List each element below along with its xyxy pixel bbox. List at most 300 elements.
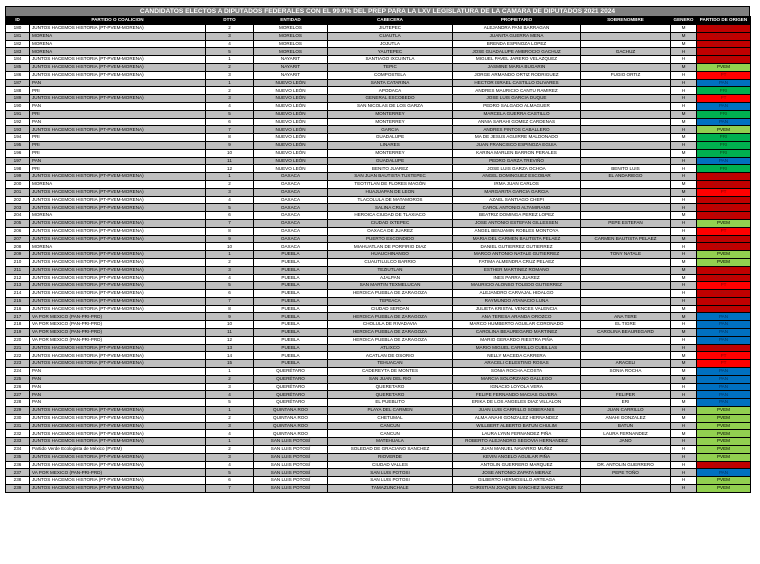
cell-dtto[interactable]: 8	[206, 305, 254, 313]
cell-nickname[interactable]: EL TIGRE	[581, 321, 671, 329]
table-row[interactable]	[6, 251, 751, 259]
cell-owner[interactable]: JOSE ANTONIO ZAPATA MERAZ	[453, 469, 581, 477]
cell-owner[interactable]: SONIA ROCHA ACOSTA	[453, 368, 581, 376]
cell-owner[interactable]: KEVIN ANGELO AGUILAR PIÑA	[453, 453, 581, 461]
table-row[interactable]	[6, 297, 751, 305]
table-row[interactable]	[6, 414, 751, 422]
cell-owner[interactable]: HECTOR ISRAEL CASTILLO OLIVARES	[453, 79, 581, 87]
cell-origin-party[interactable]: PVEM	[697, 414, 751, 422]
cell-nickname[interactable]	[581, 102, 671, 110]
cell-cabecera[interactable]: CIUDAD SERDAN	[328, 305, 453, 313]
cell-cabecera[interactable]: TAMAZUNCHALE	[328, 485, 453, 493]
cell-gender[interactable]: H	[671, 438, 697, 446]
cell-gender[interactable]: H	[671, 87, 697, 95]
cell-cabecera[interactable]: TEZIUTLAN	[328, 266, 453, 274]
cell-origin-party[interactable]: PVEM	[697, 422, 751, 430]
cell-dtto[interactable]: 10	[206, 243, 254, 251]
cell-id[interactable]: 187	[6, 79, 30, 87]
cell-origin-party[interactable]: MORENA	[697, 305, 751, 313]
cell-cabecera[interactable]: PLAYA DEL CARMEN	[328, 407, 453, 415]
table-row[interactable]	[6, 469, 751, 477]
cell-origin-party[interactable]: PRI	[697, 110, 751, 118]
cell-cabecera[interactable]: SANTA CATARINA	[328, 79, 453, 87]
cell-dtto[interactable]: 10	[206, 149, 254, 157]
cell-origin-party[interactable]: PAN	[697, 79, 751, 87]
cell-id[interactable]: 185	[6, 63, 30, 71]
cell-dtto[interactable]: 12	[206, 165, 254, 173]
cell-entity[interactable]: NUEVO LEÓN	[254, 118, 328, 126]
cell-owner[interactable]: JOSE LUIS GARCIA DUQUE	[453, 95, 581, 103]
cell-entity[interactable]: PUEBLA	[254, 360, 328, 368]
cell-id[interactable]: 228	[6, 399, 30, 407]
cell-nickname[interactable]: ANA TERE	[581, 313, 671, 321]
cell-gender[interactable]: H	[671, 196, 697, 204]
cell-party[interactable]: JUNTOS HACEMOS HISTORIA (PT-PVEM-MORENA)	[30, 422, 206, 430]
cell-cabecera[interactable]: QUERETARO	[328, 391, 453, 399]
cell-dtto[interactable]: 13	[206, 344, 254, 352]
cell-dtto[interactable]: 3	[206, 383, 254, 391]
cell-origin-party[interactable]: PVEM	[697, 477, 751, 485]
table-row[interactable]	[6, 368, 751, 376]
cell-entity[interactable]: QUERÉTARO	[254, 391, 328, 399]
cell-cabecera[interactable]: CUAUTLA	[328, 32, 453, 40]
table-row[interactable]	[6, 360, 751, 368]
cell-nickname[interactable]	[581, 141, 671, 149]
cell-id[interactable]: 227	[6, 391, 30, 399]
cell-origin-party[interactable]: PVEM	[697, 438, 751, 446]
cell-owner[interactable]: CAROL ANTONIO ALTAMIRANO	[453, 204, 581, 212]
cell-origin-party[interactable]: PAN	[697, 313, 751, 321]
cell-nickname[interactable]: DR. ANTOLIN GUERRERO	[581, 461, 671, 469]
cell-entity[interactable]: NUEVO LEÓN	[254, 149, 328, 157]
cell-owner[interactable]: GILBERTO HERMOSILLO ARTEAGA	[453, 477, 581, 485]
cell-entity[interactable]: PUEBLA	[254, 344, 328, 352]
cell-id[interactable]: 230	[6, 414, 30, 422]
cell-dtto[interactable]: 4	[206, 40, 254, 48]
header-dtto[interactable]: DTTO	[206, 17, 254, 25]
table-row[interactable]	[6, 204, 751, 212]
cell-nickname[interactable]	[581, 383, 671, 391]
cell-party[interactable]: PAN	[30, 368, 206, 376]
cell-entity[interactable]: PUEBLA	[254, 321, 328, 329]
cell-cabecera[interactable]: MONTERREY	[328, 149, 453, 157]
cell-cabecera[interactable]: JIUTEPEC	[328, 25, 453, 33]
cell-owner[interactable]: ANGEL BENJAMIN ROBLES MONTOYA	[453, 227, 581, 235]
cell-party[interactable]: PAN	[30, 375, 206, 383]
cell-entity[interactable]: QUINTANA ROO	[254, 407, 328, 415]
cell-dtto[interactable]: 6	[206, 477, 254, 485]
cell-owner[interactable]: MARCO ANTONIO NATALE GUTIERREZ	[453, 251, 581, 259]
cell-cabecera[interactable]: HEROICA PUEBLA DE ZARAGOZA	[328, 313, 453, 321]
table-row[interactable]	[6, 375, 751, 383]
table-row[interactable]	[6, 219, 751, 227]
cell-entity[interactable]: NUEVO LEÓN	[254, 102, 328, 110]
cell-entity[interactable]: PUEBLA	[254, 282, 328, 290]
cell-dtto[interactable]: 5	[206, 110, 254, 118]
cell-nickname[interactable]: CAROLINA BEAUREGARD	[581, 329, 671, 337]
header-owner[interactable]: PROPIETARIO	[453, 17, 581, 25]
cell-owner[interactable]: ERIKA DE LOS ANGELES DIAZ VILLALON	[453, 399, 581, 407]
table-row[interactable]	[6, 157, 751, 165]
cell-party[interactable]: JUNTOS HACEMOS HISTORIA (PT-PVEM-MORENA)	[30, 196, 206, 204]
table-row[interactable]	[6, 290, 751, 298]
cell-origin-party[interactable]: PT	[697, 188, 751, 196]
cell-gender[interactable]: H	[671, 407, 697, 415]
cell-gender[interactable]: H	[671, 251, 697, 259]
cell-id[interactable]: 229	[6, 407, 30, 415]
header-id[interactable]: ID	[6, 17, 30, 25]
cell-entity[interactable]: PUEBLA	[254, 274, 328, 282]
cell-party[interactable]: JUNTOS HACEMOS HISTORIA (PT-PVEM-MORENA)	[30, 188, 206, 196]
cell-id[interactable]: 239	[6, 485, 30, 493]
cell-cabecera[interactable]: ATLIXCO	[328, 344, 453, 352]
cell-nickname[interactable]	[581, 157, 671, 165]
cell-origin-party[interactable]: MORENA	[697, 180, 751, 188]
cell-id[interactable]: 235	[6, 453, 30, 461]
cell-party[interactable]: JUNTOS HACEMOS HISTORIA (PT-PVEM-MORENA)	[30, 63, 206, 71]
cell-gender[interactable]: H	[671, 422, 697, 430]
cell-dtto[interactable]: 4	[206, 430, 254, 438]
cell-owner[interactable]: JULIETA KRISTAL VENCES VALENCIA	[453, 305, 581, 313]
cell-id[interactable]: 238	[6, 477, 30, 485]
table-row[interactable]	[6, 40, 751, 48]
cell-gender[interactable]: H	[671, 126, 697, 134]
cell-id[interactable]: 200	[6, 180, 30, 188]
cell-origin-party[interactable]: MORENA	[697, 196, 751, 204]
cell-nickname[interactable]: JANO	[581, 438, 671, 446]
cell-gender[interactable]: H	[671, 383, 697, 391]
cell-entity[interactable]: OAXACA	[254, 243, 328, 251]
cell-party[interactable]: JUNTOS HACEMOS HISTORIA (PT-PVEM-MORENA)	[30, 461, 206, 469]
cell-gender[interactable]: H	[671, 141, 697, 149]
cell-gender[interactable]: M	[671, 63, 697, 71]
cell-dtto[interactable]: 2	[206, 375, 254, 383]
cell-origin-party[interactable]: PVEM	[697, 63, 751, 71]
header-gender[interactable]: GENERO	[671, 17, 697, 25]
cell-origin-party[interactable]: PAN	[697, 368, 751, 376]
cell-nickname[interactable]	[581, 344, 671, 352]
cell-cabecera[interactable]: CUAUTILULCO BARRIO	[328, 258, 453, 266]
cell-cabecera[interactable]: MONTERREY	[328, 110, 453, 118]
cell-gender[interactable]: M	[671, 188, 697, 196]
cell-gender[interactable]: H	[671, 71, 697, 79]
table-row[interactable]	[6, 141, 751, 149]
cell-entity[interactable]: OAXACA	[254, 204, 328, 212]
cell-dtto[interactable]: 1	[206, 438, 254, 446]
cell-owner[interactable]: ARACELI CELESTINO ROSAS	[453, 360, 581, 368]
cell-origin-party[interactable]: PRI	[697, 141, 751, 149]
cell-id[interactable]: 219	[6, 329, 30, 337]
cell-gender[interactable]: M	[671, 212, 697, 220]
cell-id[interactable]: 193	[6, 126, 30, 134]
cell-owner[interactable]: AZAEL SANTIAGO CHEPI	[453, 196, 581, 204]
cell-owner[interactable]: JOSE LUIS GARZA OCHOA	[453, 165, 581, 173]
cell-nickname[interactable]	[581, 56, 671, 64]
table-row[interactable]	[6, 134, 751, 142]
cell-dtto[interactable]: 3	[206, 95, 254, 103]
cell-origin-party[interactable]: PT	[697, 352, 751, 360]
cell-nickname[interactable]	[581, 227, 671, 235]
cell-nickname[interactable]	[581, 95, 671, 103]
cell-nickname[interactable]	[581, 134, 671, 142]
cell-origin-party[interactable]: PVEM	[697, 258, 751, 266]
cell-owner[interactable]: JOSE ANTONIO ESTEFAN GILLESSEN	[453, 219, 581, 227]
cell-entity[interactable]: OAXACA	[254, 219, 328, 227]
cell-entity[interactable]: NUEVO LEÓN	[254, 165, 328, 173]
cell-id[interactable]: 210	[6, 258, 30, 266]
cell-party[interactable]: PAN	[30, 102, 206, 110]
cell-id[interactable]: 208	[6, 243, 30, 251]
cell-origin-party[interactable]: PAN	[697, 375, 751, 383]
cell-gender[interactable]: H	[671, 461, 697, 469]
cell-origin-party[interactable]: PAN	[697, 383, 751, 391]
cell-party[interactable]: PRI	[30, 141, 206, 149]
cell-gender[interactable]: M	[671, 266, 697, 274]
cell-cabecera[interactable]: SALINA CRUZ	[328, 204, 453, 212]
table-row[interactable]	[6, 446, 751, 454]
cell-owner[interactable]: MARCIA SOLORZANO GALLEGO	[453, 375, 581, 383]
cell-party[interactable]: JUNTOS HACEMOS HISTORIA (PT-PVEM-MORENA)	[30, 360, 206, 368]
table-row[interactable]	[6, 305, 751, 313]
cell-gender[interactable]: H	[671, 157, 697, 165]
table-row[interactable]	[6, 165, 751, 173]
cell-owner[interactable]: JUAN FRANCISCO ESPINOZA EGUIA	[453, 141, 581, 149]
table-row[interactable]	[6, 32, 751, 40]
cell-dtto[interactable]: 7	[206, 219, 254, 227]
cell-owner[interactable]: ANDRES MAURICIO CANTU RAMIREZ	[453, 87, 581, 95]
cell-id[interactable]: 202	[6, 196, 30, 204]
cell-party[interactable]: JUNTOS HACEMOS HISTORIA (PT-PVEM-MORENA)	[30, 204, 206, 212]
cell-entity[interactable]: QUINTANA ROO	[254, 430, 328, 438]
cell-owner[interactable]: MARCELA GUERRA CASTILLO	[453, 110, 581, 118]
cell-party[interactable]: PAN	[30, 383, 206, 391]
cell-cabecera[interactable]: GUADALUPE	[328, 157, 453, 165]
cell-dtto[interactable]: 4	[206, 196, 254, 204]
cell-owner[interactable]: NELLY MACEDA CARRERA	[453, 352, 581, 360]
cell-id[interactable]: 192	[6, 118, 30, 126]
cell-party[interactable]: MORENA	[30, 32, 206, 40]
cell-cabecera[interactable]: QUERETARO	[328, 383, 453, 391]
table-row[interactable]	[6, 63, 751, 71]
cell-origin-party[interactable]: PAN	[697, 321, 751, 329]
cell-dtto[interactable]: 5	[206, 469, 254, 477]
cell-party[interactable]: JUNTOS HACEMOS HISTORIA (PT-PVEM-MORENA)	[30, 71, 206, 79]
cell-id[interactable]: 226	[6, 383, 30, 391]
cell-gender[interactable]: M	[671, 274, 697, 282]
cell-owner[interactable]: MARIO GERARDO RIESTRA PIÑA	[453, 336, 581, 344]
cell-owner[interactable]: ALMA ANAHI GONZALEZ HERNANDEZ	[453, 414, 581, 422]
cell-entity[interactable]: NAYARIT	[254, 56, 328, 64]
cell-nickname[interactable]	[581, 258, 671, 266]
cell-party[interactable]: JUNTOS HACEMOS HISTORIA (PT-PVEM-MORENA)	[30, 414, 206, 422]
cell-dtto[interactable]: 2	[206, 446, 254, 454]
cell-gender[interactable]: M	[671, 352, 697, 360]
cell-id[interactable]: 189	[6, 95, 30, 103]
cell-entity[interactable]: PUEBLA	[254, 336, 328, 344]
cell-cabecera[interactable]: EL PUEBLITO	[328, 399, 453, 407]
cell-dtto[interactable]: 2	[206, 180, 254, 188]
table-row[interactable]	[6, 399, 751, 407]
cell-owner[interactable]: ANTOLIN GUERRERO MARQUEZ	[453, 461, 581, 469]
cell-gender[interactable]: H	[671, 102, 697, 110]
table-row[interactable]	[6, 422, 751, 430]
cell-id[interactable]: 225	[6, 375, 30, 383]
cell-owner[interactable]: RAYMUNDO ATANACIO LUNA	[453, 297, 581, 305]
cell-dtto[interactable]: 5	[206, 204, 254, 212]
cell-party[interactable]: Partido Verde Ecologista de México (PVEM)	[30, 446, 206, 454]
cell-id[interactable]: 191	[6, 110, 30, 118]
cell-cabecera[interactable]: BENITO JUAREZ	[328, 165, 453, 173]
table-row[interactable]	[6, 87, 751, 95]
cell-cabecera[interactable]: CIUDAD VALLES	[328, 461, 453, 469]
cell-owner[interactable]: MAURICIO ALONSO TOLEDO GUTIERREZ	[453, 282, 581, 290]
cell-dtto[interactable]: 2	[206, 63, 254, 71]
cell-nickname[interactable]	[581, 290, 671, 298]
cell-origin-party[interactable]: MORENA	[697, 243, 751, 251]
table-row[interactable]	[6, 453, 751, 461]
cell-party[interactable]: JUNTOS HACEMOS HISTORIA (PT-PVEM-MORENA)	[30, 344, 206, 352]
cell-nickname[interactable]	[581, 485, 671, 493]
cell-cabecera[interactable]: TEPEACA	[328, 297, 453, 305]
cell-entity[interactable]: SAN LUIS POTOSÍ	[254, 438, 328, 446]
table-row[interactable]	[6, 344, 751, 352]
cell-id[interactable]: 224	[6, 368, 30, 376]
cell-party[interactable]: VA POR MEXICO (PAN-PRI-PRD)	[30, 329, 206, 337]
cell-id[interactable]: 206	[6, 227, 30, 235]
cell-cabecera[interactable]: RIOVERDE	[328, 453, 453, 461]
cell-owner[interactable]: ESTHER MARTINEZ ROMANO	[453, 266, 581, 274]
cell-entity[interactable]: NUEVO LEÓN	[254, 87, 328, 95]
cell-nickname[interactable]: JUAN CARRILLO	[581, 407, 671, 415]
cell-cabecera[interactable]: SAN JUAN DEL RIO	[328, 375, 453, 383]
table-row[interactable]	[6, 313, 751, 321]
cell-entity[interactable]: NUEVO LEÓN	[254, 95, 328, 103]
cell-owner[interactable]: JUANITA GUERRA MENA	[453, 32, 581, 40]
cell-gender[interactable]: H	[671, 173, 697, 181]
cell-origin-party[interactable]: PAN	[697, 469, 751, 477]
table-row[interactable]	[6, 235, 751, 243]
cell-gender[interactable]: M	[671, 329, 697, 337]
cell-nickname[interactable]	[581, 453, 671, 461]
cell-id[interactable]: 217	[6, 313, 30, 321]
table-row[interactable]	[6, 352, 751, 360]
cell-entity[interactable]: PUEBLA	[254, 329, 328, 337]
cell-gender[interactable]: M	[671, 430, 697, 438]
cell-nickname[interactable]: TONY NATALE	[581, 251, 671, 259]
cell-id[interactable]: 234	[6, 446, 30, 454]
cell-nickname[interactable]: ERI	[581, 399, 671, 407]
cell-dtto[interactable]: 7	[206, 126, 254, 134]
cell-dtto[interactable]: 15	[206, 360, 254, 368]
cell-gender[interactable]: M	[671, 149, 697, 157]
cell-dtto[interactable]: 3	[206, 32, 254, 40]
cell-party[interactable]: JUNTOS HACEMOS HISTORIA (PT-PVEM-MORENA)	[30, 477, 206, 485]
cell-entity[interactable]: NUEVO LEÓN	[254, 157, 328, 165]
cell-party[interactable]: VA POR MEXICO (PAN-PRI-PRD)	[30, 313, 206, 321]
cell-dtto[interactable]: 6	[206, 290, 254, 298]
cell-cabecera[interactable]: MATEHUALA	[328, 438, 453, 446]
cell-gender[interactable]: M	[671, 305, 697, 313]
cell-dtto[interactable]: 5	[206, 399, 254, 407]
cell-party[interactable]: JUNTOS HACEMOS HISTORIA (PT-PVEM-MORENA)	[30, 266, 206, 274]
cell-gender[interactable]: H	[671, 391, 697, 399]
table-row[interactable]	[6, 407, 751, 415]
cell-party[interactable]: PAN	[30, 118, 206, 126]
cell-entity[interactable]: OAXACA	[254, 180, 328, 188]
cell-nickname[interactable]	[581, 204, 671, 212]
cell-nickname[interactable]: FUGIO ORTIZ	[581, 71, 671, 79]
cell-cabecera[interactable]: SANTIAGO IXCUINTLA	[328, 56, 453, 64]
cell-dtto[interactable]: 3	[206, 188, 254, 196]
table-row[interactable]	[6, 243, 751, 251]
cell-dtto[interactable]: 2	[206, 414, 254, 422]
header-origin-party[interactable]: PARTIDO DE ORIGEN	[697, 17, 751, 25]
cell-gender[interactable]: M	[671, 134, 697, 142]
cell-owner[interactable]: PEDRO SALGADO ALMAGUER	[453, 102, 581, 110]
cell-nickname[interactable]: BENITO LUIS	[581, 165, 671, 173]
cell-id[interactable]: 204	[6, 212, 30, 220]
cell-gender[interactable]: H	[671, 165, 697, 173]
cell-owner[interactable]: MIGUEL PAVEL JARERO VELAZQUEZ	[453, 56, 581, 64]
cell-gender[interactable]: M	[671, 235, 697, 243]
table-row[interactable]	[6, 71, 751, 79]
table-row[interactable]	[6, 173, 751, 181]
cell-gender[interactable]: H	[671, 95, 697, 103]
cell-entity[interactable]: MORELOS	[254, 40, 328, 48]
cell-cabecera[interactable]: AJALPAN	[328, 274, 453, 282]
cell-party[interactable]: JUNTOS HACEMOS HISTORIA (PT-PVEM-MORENA)	[30, 407, 206, 415]
cell-cabecera[interactable]: MIAHUATLAN DE PORFIRIO DIAZ	[328, 243, 453, 251]
cell-entity[interactable]: SAN LUIS POTOSÍ	[254, 446, 328, 454]
cell-owner[interactable]: LAURA LYNN FERNANDEZ PIÑA	[453, 430, 581, 438]
table-row[interactable]	[6, 336, 751, 344]
cell-entity[interactable]: MORELOS	[254, 48, 328, 56]
cell-cabecera[interactable]: TEOTITLAN DE FLORES MAGÓN	[328, 180, 453, 188]
cell-origin-party[interactable]: MORENA	[697, 173, 751, 181]
table-row[interactable]	[6, 438, 751, 446]
cell-nickname[interactable]	[581, 352, 671, 360]
cell-entity[interactable]: NUEVO LEÓN	[254, 141, 328, 149]
cell-nickname[interactable]	[581, 87, 671, 95]
cell-nickname[interactable]: GACHUZ	[581, 48, 671, 56]
cell-dtto[interactable]: 1	[206, 407, 254, 415]
cell-cabecera[interactable]: HUAUCHINANGO	[328, 251, 453, 259]
cell-party[interactable]: PRI	[30, 110, 206, 118]
cell-origin-party[interactable]: PRI	[697, 149, 751, 157]
cell-party[interactable]: PAN	[30, 399, 206, 407]
cell-origin-party[interactable]: PAN	[697, 118, 751, 126]
cell-gender[interactable]: M	[671, 32, 697, 40]
cell-gender[interactable]: M	[671, 375, 697, 383]
cell-id[interactable]: 214	[6, 290, 30, 298]
cell-party[interactable]: VA POR MEXICO (PAN-PRI-PRD)	[30, 336, 206, 344]
cell-party[interactable]: JUNTOS HACEMOS HISTORIA (PT-PVEM-MORENA)	[30, 173, 206, 181]
cell-origin-party[interactable]: PVEM	[697, 453, 751, 461]
cell-gender[interactable]: H	[671, 336, 697, 344]
cell-party[interactable]: JUNTOS HACEMOS HISTORIA (PT-PVEM-MORENA)	[30, 227, 206, 235]
cell-party[interactable]: MORENA	[30, 243, 206, 251]
cell-gender[interactable]: M	[671, 180, 697, 188]
cell-party[interactable]: JUNTOS HACEMOS HISTORIA (PT-PVEM-MORENA)	[30, 258, 206, 266]
header-cabecera[interactable]: CABECERA	[328, 17, 453, 25]
cell-party[interactable]: JUNTOS HACEMOS HISTORIA (PT-PVEM-MORENA)	[30, 290, 206, 298]
cell-entity[interactable]: QUERÉTARO	[254, 399, 328, 407]
cell-entity[interactable]: OAXACA	[254, 235, 328, 243]
cell-id[interactable]: 194	[6, 134, 30, 142]
cell-cabecera[interactable]: JOJUTLA	[328, 40, 453, 48]
cell-gender[interactable]: M	[671, 110, 697, 118]
cell-id[interactable]: 195	[6, 141, 30, 149]
